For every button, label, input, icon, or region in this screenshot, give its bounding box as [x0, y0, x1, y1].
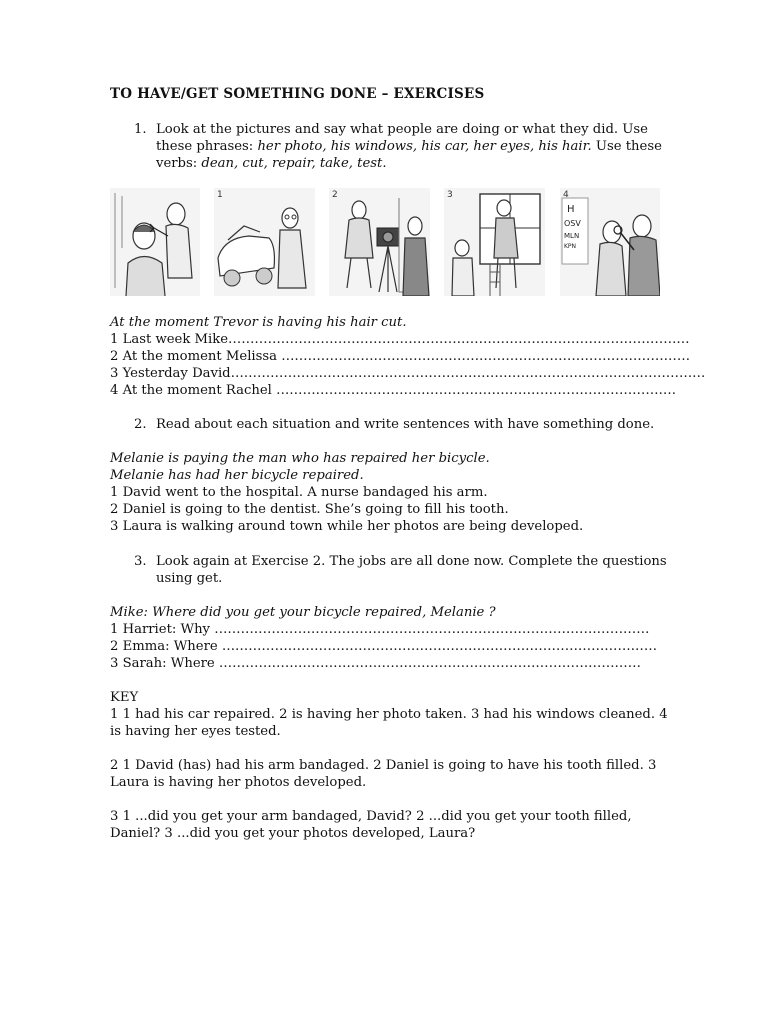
photo-taken-picture: [329, 188, 430, 296]
key-heading: KEY: [110, 690, 139, 705]
picture-label: 3: [447, 190, 453, 200]
window-cleaning-picture: [444, 188, 545, 296]
svg-text:MLN: MLN: [564, 232, 580, 240]
key-2-line1: 2 1 David (has) had his arm bandaged. 2 Daniel is going to have his tooth filled. 3: [110, 758, 657, 773]
exercise-1-example: At the moment Trevor is having his hair cut.: [110, 315, 407, 330]
exercise-2-example-answer: Melanie has had her bicycle repaired.: [110, 468, 364, 483]
verbs-prefix: verbs:: [156, 156, 202, 171]
exercise-3-item-3: 3 Sarah: Where ……………………………………………………………………………………: [110, 656, 641, 671]
exercise-1-number: 1.: [134, 122, 147, 137]
exercise-1-item-3: 3 Yesterday David………………………………………………………………………………………………: [110, 366, 706, 381]
picture-window-cleaning: [444, 188, 545, 296]
exercise-1-instruction-line1: Look at the pictures and say what people are doing or what they did. Use: [156, 122, 648, 137]
exercise-3-number: 3.: [134, 554, 147, 569]
exercise-2-number: 2.: [134, 417, 147, 432]
exercise-2-instruction: Read about each situation and write sentences with have something done.: [156, 417, 655, 432]
key-1-line1: 1 1 had his car repaired. 2 is having her photo taken. 3 had his windows cleaned. 4: [110, 707, 668, 722]
exercise-2-item-2: 2 Daniel is going to the dentist. She’s going to fill his tooth.: [110, 502, 509, 517]
car-repair-picture: [214, 188, 315, 296]
svg-text:H: H: [567, 204, 575, 215]
key-3-line1: 3 1 ...did you get your arm bandaged, David? 2 ...did you get your tooth filled,: [110, 809, 632, 824]
picture-label: 4: [563, 190, 569, 200]
exercise-3-instruction-line2: using get.: [156, 571, 223, 586]
exercise-3-instruction-line1: Look again at Exercise 2. The jobs are all done now. Complete the questions: [156, 554, 667, 569]
picture-eye-test: [560, 188, 660, 296]
svg-text:KPN: KPN: [564, 243, 577, 250]
eye-test-picture: [560, 188, 660, 296]
key-3-line2: Daniel? 3 ...did you get your photos developed, Laura?: [110, 826, 476, 841]
exercise-1-instruction-line2: [156, 138, 662, 155]
exercise-2-item-3: 3 Laura is walking around town while her photos are being developed.: [110, 519, 584, 534]
picture-barber: [110, 188, 200, 296]
page-title: TO HAVE/GET SOMETHING DONE – EXERCISES: [110, 86, 485, 102]
phrases-suffix: Use these: [591, 139, 662, 154]
picture-car-repair: [214, 188, 315, 296]
barber-haircut-picture: [110, 188, 200, 296]
exercise-3-item-2: 2 Emma: Where ………………………………………………………………………………………: [110, 639, 658, 654]
exercise-2-item-1: 1 David went to the hospital. A nurse bandaged his arm.: [110, 485, 488, 500]
picture-label: 2: [332, 190, 338, 200]
phrases-prefix: these phrases:: [156, 139, 258, 154]
picture-strip: [110, 188, 660, 296]
key-2-line2: Laura is having her photos developed.: [110, 775, 367, 790]
exercise-1-item-2: 2 At the moment Melissa …………………………………………………………………………………: [110, 349, 691, 364]
exercise-3-example: Mike: Where did you get your bicycle repaired, Melanie ?: [110, 605, 496, 620]
exercise-2-example-situation: Melanie is paying the man who has repaired her bicycle.: [110, 451, 490, 466]
phrases-list: her photo, his windows, his car, her eyes, his hair.: [257, 139, 592, 154]
exercise-3-item-1: 1 Harriet: Why ………………………………………………………………………………………: [110, 622, 650, 637]
picture-label: 1: [217, 190, 223, 200]
key-1-line2: is having her eyes tested.: [110, 724, 281, 739]
verbs-list: dean, cut, repair, take, test.: [201, 156, 387, 171]
picture-photo: [329, 188, 430, 296]
exercise-1-instruction-line3: [156, 155, 387, 172]
svg-text:OSV: OSV: [564, 219, 581, 228]
exercise-1-item-1: 1 Last week Mike……………………………………………………………………………………………: [110, 332, 690, 347]
exercise-1-item-4: 4 At the moment Rachel ……………………………………………………………………………….: [110, 383, 676, 398]
